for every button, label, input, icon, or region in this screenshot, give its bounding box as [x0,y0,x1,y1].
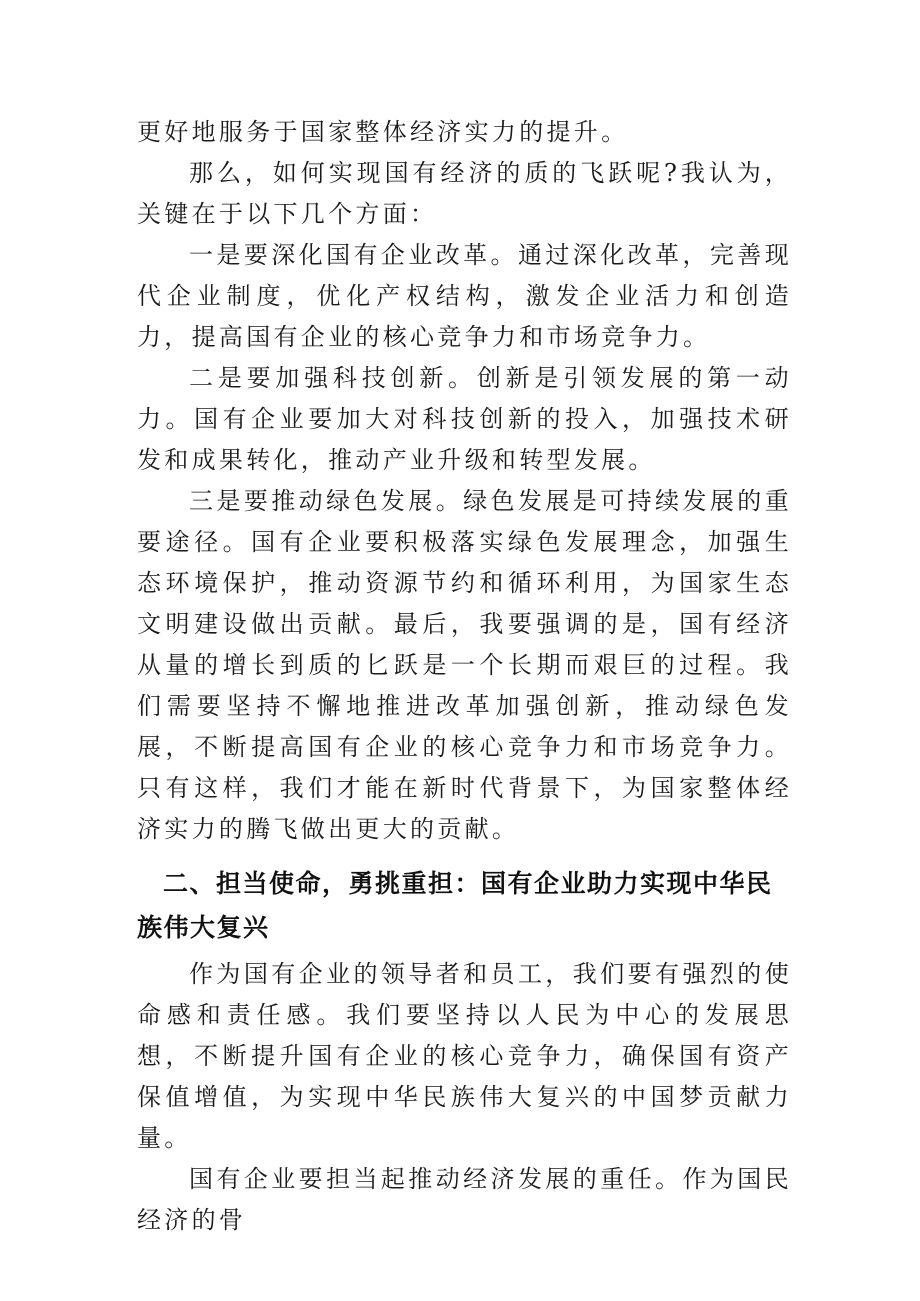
paragraph-responsibility: 国有企业要担当起推动经济发展的重任。作为国民经济的骨 [137,1165,792,1234]
paragraph-point-three: 三是要推动绿色发展。绿色发展是可持续发展的重要途径。国有企业要积极落实绿色发展理念，加强生态环境保护，推动资源节约和循环利用，为国家生态文明建设做出贡献。最后，我要强调的是，国有经济从量的增长到质的匕跃是一个长期而艰巨的过程。我们需要坚持不懈地推进改革加强创新，推动绿色发展，不断提高国有企业的核心竞争力和市场竞争力。只有这样，我们才能在新时代背景下，为国家整体经济实力的腾飞做出更大的贡献。 [137,487,792,843]
document-body [137,112,792,1241]
section-heading: 二、担当使命，勇挑重担：国有企业助力实现中华民族伟大复兴 [137,869,773,942]
paragraph-mission: 作为国有企业的领导者和员工，我们要有强烈的使命感和责任感。我们要坚持以人民为中心的发展思想，不断提升国有企业的核心竞争力，确保国有资产保值增值，为实现中华民族伟大复兴的中国梦贡献力量。 [137,960,792,1152]
paragraph-point-two: 二是要加强科技创新。创新是引领发展的第一动力。国有企业要加大对科技创新的投入，加强技术研发和成果转化，推动产业升级和转型发展。 [137,364,792,474]
paragraph-point-one: 一是要深化国有企业改革。通过深化改革，完善现代企业制度，优化产权结构，激发企业活力和创造力，提高国有企业的核心竞争力和市场竞争力。 [137,241,792,351]
paragraph-continuation: 更好地服务于国家整体经济实力的提升。 [137,118,629,146]
paragraph-intro-question: 那么，如何实现国有经济的质的飞跃呢?我认为，关键在于以下几个方面： [137,159,792,228]
